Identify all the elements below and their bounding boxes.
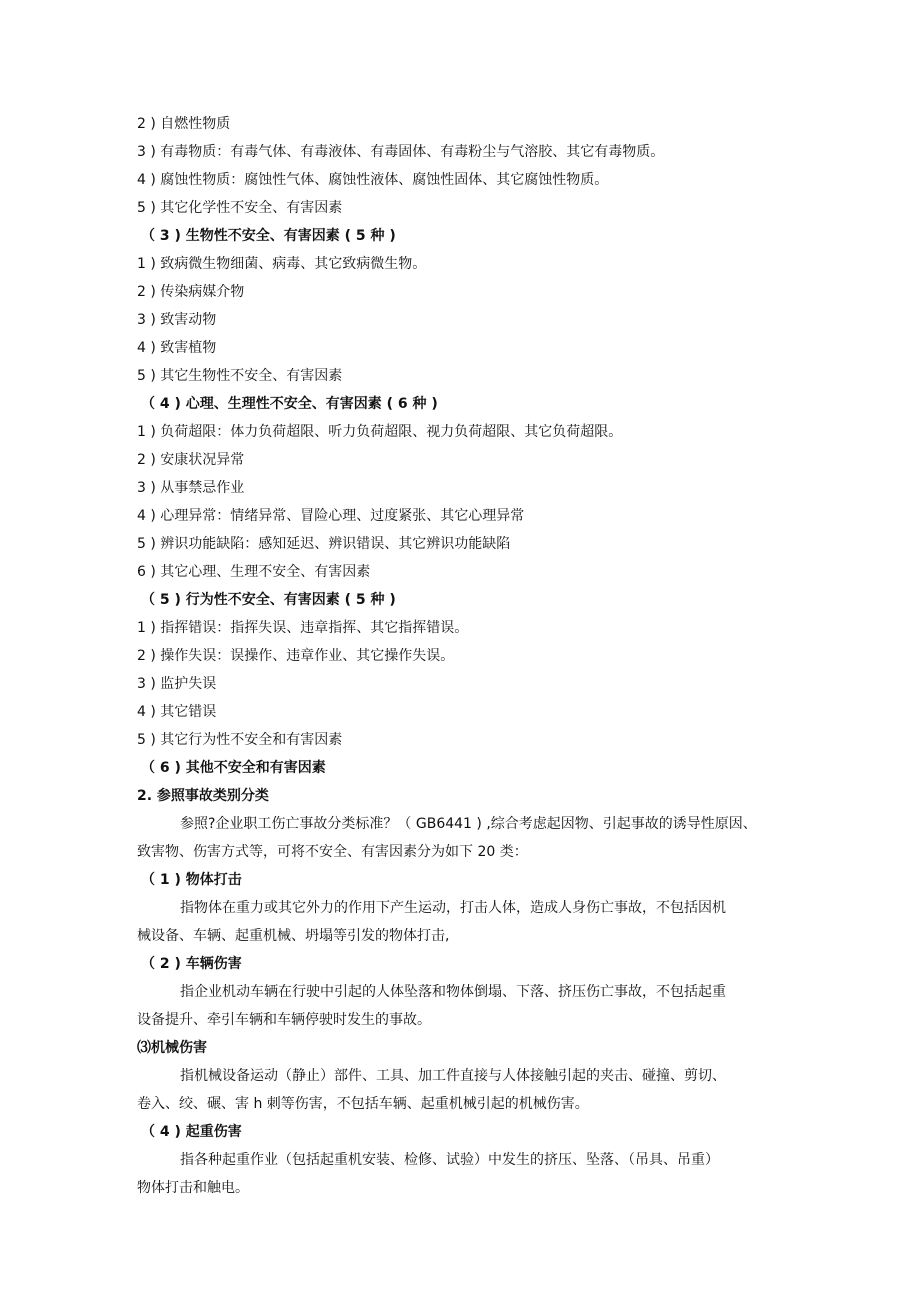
paragraph-line: 指企业机动车辆在行驶中引起的人体坠落和物体倒塌、下落、挤压伤亡事故，不包括起重 [180, 984, 726, 1000]
paragraph-line: 指机械设备运动（静止）部件、工具、加工件直接与人体接触引起的夹击、碰撞、剪切、 [180, 1068, 726, 1084]
section-heading: 2. 参照事故类别分类 [137, 788, 269, 804]
text-line: 2 ) 自燃性物质 [137, 116, 231, 132]
text-line: 2 ) 传染病媒介物 [137, 284, 245, 300]
section-heading: （ 5 ) 行为性不安全、有害因素 ( 5 种 ) [141, 592, 396, 608]
paragraph-line: 指物体在重力或其它外力的作用下产生运动，打击人体，造成人身伤亡事故，不包括因机 [180, 900, 726, 916]
section-heading: （ 4 ) 心理、生理性不安全、有害因素 ( 6 种 ) [141, 396, 438, 412]
paragraph-line: 卷入、绞、碾、害 h 刺等伤害，不包括车辆、起重机械引起的机械伤害。 [137, 1096, 589, 1112]
section-heading: ⑶机械伤害 [137, 1040, 207, 1056]
paragraph-line: 指各种起重作业（包括起重机安装、检修、试验）中发生的挤压、坠落、（吊具、吊重） [180, 1152, 719, 1168]
paragraph-line: 致害物、伤害方式等，可将不安全、有害因素分为如下 20 类： [137, 844, 528, 860]
text-line: 6 ) 其它心理、生理不安全、有害因素 [137, 564, 371, 580]
section-heading: （ 4 ) 起重伤害 [141, 1124, 242, 1140]
text-line: 4 ) 其它错误 [137, 704, 217, 720]
text-line: 5 ) 其它行为性不安全和有害因素 [137, 732, 343, 748]
text-line: 1 ) 负荷超限：体力负荷超限、听力负荷超限、视力负荷超限、其它负荷超限。 [137, 424, 623, 440]
text-line: 4 ) 致害植物 [137, 340, 217, 356]
section-heading: （ 3 ) 生物性不安全、有害因素 ( 5 种 ) [141, 228, 396, 244]
text-line: 3 ) 监护失误 [137, 676, 217, 692]
text-line: 3 ) 有毒物质：有毒气体、有毒液体、有毒固体、有毒粉尘与气溶胶、其它有毒物质。 [137, 144, 665, 160]
text-line: 1 ) 指挥错误：指挥失误、违章指挥、其它指挥错误。 [137, 620, 469, 636]
text-line: 5 ) 其它生物性不安全、有害因素 [137, 368, 343, 384]
paragraph-line: 设备提升、牵引车辆和车辆停驶时发生的事故。 [137, 1012, 431, 1028]
text-line: 2 ) 安康状况异常 [137, 452, 245, 468]
text-line: 4 ) 腐蚀性物质：腐蚀性气体、腐蚀性液体、腐蚀性固体、其它腐蚀性物质。 [137, 172, 609, 188]
text-line: 3 ) 从事禁忌作业 [137, 480, 245, 496]
text-line: 5 ) 其它化学性不安全、有害因素 [137, 200, 343, 216]
text-line: 4 ) 心理异常：情绪异常、冒险心理、过度紧张、其它心理异常 [137, 508, 525, 524]
paragraph-line: 械设备、车辆、起重机械、坍塌等引发的物体打击, [137, 928, 450, 944]
text-line: 2 ) 操作失误：误操作、违章作业、其它操作失误。 [137, 648, 455, 664]
paragraph-line: 物体打击和触电。 [137, 1180, 249, 1196]
section-heading: （ 1 ) 物体打击 [141, 872, 242, 888]
section-heading: （ 2 ) 车辆伤害 [141, 956, 242, 972]
text-line: 1 ) 致病微生物细菌、病毒、其它致病微生物。 [137, 256, 427, 272]
text-line: 5 ) 辨识功能缺陷：感知延迟、辨识错误、其它辨识功能缺陷 [137, 536, 511, 552]
paragraph-line: 参照?企业职工伤亡事故分类标准？（ GB6441 ) ,综合考虑起因物、引起事故的诱导性原因、 [180, 816, 757, 832]
section-heading: （ 6 ) 其他不安全和有害因素 [141, 760, 326, 776]
text-line: 3 ) 致害动物 [137, 312, 217, 328]
